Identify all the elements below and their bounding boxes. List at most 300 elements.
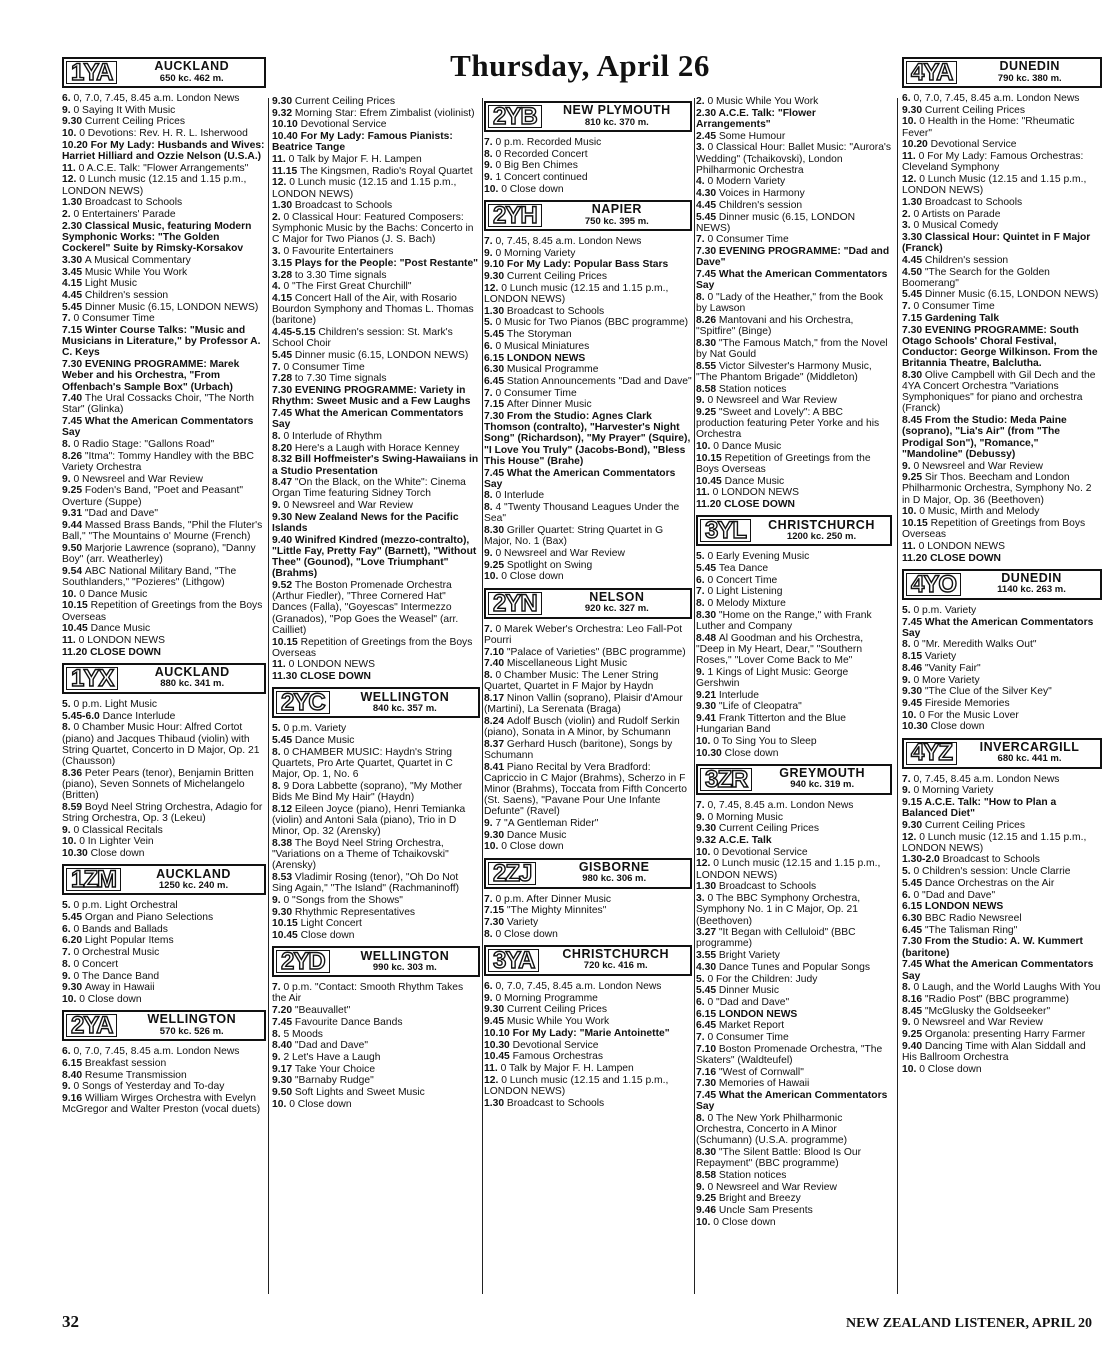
- program-entry: 9. 1 Kings of Light Music: George Gershwin: [696, 666, 849, 690]
- program-entry: 9.50 Marjorie Lawrence (soprano), "Danny Boy" (arr. Weatherley): [62, 542, 256, 566]
- station-name: DUNEDIN: [1001, 571, 1062, 586]
- program-entry: 3.30 Classical Hour: Quintet in F Major (Franck): [902, 231, 1091, 255]
- station-header-4yz: [902, 738, 1102, 769]
- program-entry: 1.30 Broadcast to Schools: [484, 1097, 605, 1109]
- station-name: DUNEDIN: [999, 59, 1060, 74]
- station-info: [332, 689, 478, 716]
- program-entry: 10.20 For My Lady: Husbands and Wives: Harriet Hilliard and Ozzie Nelson (U.S.A.): [62, 139, 265, 163]
- station-call-sign: 2YB: [488, 105, 542, 128]
- program-entry: 7.30 Variety: [484, 917, 539, 929]
- program-entry: 9. 1 Concert continued: [484, 172, 588, 184]
- program-entry: 6.45 Market Report: [696, 1020, 785, 1032]
- program-entry: 9.45 Fireside Memories: [902, 697, 1010, 709]
- station-call-sign: 2YD: [276, 950, 330, 973]
- station-call-sign: 3ZR: [700, 768, 752, 791]
- station-info: [119, 1012, 264, 1039]
- program-entry: 8.26 "Itma": Tommy Handley with the BBC Variety Orchestra: [62, 450, 254, 473]
- program-entry: 1.30-2.0 Broadcast to Schools: [902, 854, 1040, 866]
- program-entry: 5. 0 Children's session: Uncle Clarrie: [902, 866, 1071, 878]
- program-entry: 3.30 A Musical Commentary: [62, 254, 191, 266]
- program-entry: 6.30 Musical Programme: [484, 364, 599, 376]
- program-entry: 9.32 A.C.E. Talk: [696, 835, 772, 847]
- program-entry: 3.28 to 3.30 Time signals: [272, 269, 387, 281]
- program-entry: 8.30 Olive Campbell with Gil Dech and the 4YA Concert Orchestra "Variations Symphoniques" for piano and orchestra (Franck): [902, 369, 1096, 415]
- program-entry: 9.17 Take Your Choice: [272, 1063, 376, 1075]
- station-name: NELSON: [589, 589, 645, 604]
- station-header-3zr: [696, 764, 892, 795]
- program-entry: 5. 0 Music for Two Pianos (BBC programme): [484, 317, 689, 329]
- program-entry: 1.30 Broadcast to Schools: [272, 200, 393, 212]
- program-entry: 4.45 Children's session: [902, 254, 1009, 266]
- program-entry: 2. 0 Music While You Work: [696, 96, 819, 107]
- program-entry: 4.45 Children's session: [62, 289, 169, 301]
- column-divider: [897, 98, 898, 1294]
- station-call-sign: 4YO: [906, 573, 961, 596]
- program-entry: 8. 0 Recorded Concert: [484, 148, 588, 160]
- schedule-column-3: [484, 96, 692, 1109]
- program-entry: 10. 0 To Sing You to Sleep: [696, 736, 817, 748]
- program-entry: 5.45 Dinner Music: [696, 985, 779, 997]
- station-frequency: 1250 kc. 240 m.: [158, 879, 229, 891]
- program-entry: 7.45 What the American Commentators Say: [484, 467, 676, 490]
- station-name: NEW PLYMOUTH: [563, 103, 671, 118]
- station-info: [544, 103, 690, 130]
- program-entry: 7.30 Memories of Hawaii: [696, 1078, 810, 1090]
- program-entry: 7.20 "Beauvallet": [272, 1005, 351, 1017]
- program-entry: 9.30 Rhythmic Representatives: [272, 906, 416, 918]
- program-entry: 9.44 Massed Brass Bands, "Phil the Fluter's Ball," "The Mountains o' Mourne (French): [62, 520, 263, 543]
- station-frequency: 940 kc. 319 m.: [790, 779, 855, 791]
- program-entry: 6.45 Station Announcements "Dad and Dave": [484, 375, 692, 387]
- schedule-column-5: [902, 52, 1102, 1075]
- station-info: [753, 517, 890, 544]
- station-name: WELLINGTON: [147, 1012, 237, 1027]
- program-entry: 7. 0 Marek Weber's Orchestra: Leo Fall-Pot Pourri: [484, 623, 683, 646]
- program-entry: 8.30 "Home on the Range," with Frank Luther and Company: [696, 609, 872, 633]
- program-entry: 10. 0 Dance Music: [62, 588, 148, 600]
- program-entry: 7.45 What the American Commentators Say: [62, 416, 254, 439]
- program-entry: 9. 0 Newsreel and War Review: [902, 460, 1043, 472]
- program-entry: 6.15 Breakfast session: [62, 1057, 167, 1069]
- program-entry: 10.45 Close down: [272, 930, 355, 942]
- station-header-3ya: [484, 945, 692, 976]
- program-entry: 5.45 Dinner music (6.15, LONDON NEWS): [696, 211, 856, 234]
- program-entry: 7.30 EVENING PROGRAMME: Variety in Rhythm: Sweet Music and a Few Laughs: [272, 385, 471, 408]
- program-entry: 11.15 The Kingsmen, Radio's Royal Quartet: [272, 165, 473, 177]
- program-entry: 2.30 Classical Music, featuring Modern Symphonic Works: "The Golden Cockerel" Suite by Rimsky-Korsakov: [62, 220, 252, 255]
- program-entry: 12. 0 Lunch music (12.15 and 1.15 p.m., LONDON NEWS): [484, 1074, 669, 1097]
- program-entry: 9. 0 Classical Recitals: [62, 824, 163, 836]
- program-entry: 4.45 Children's session: [696, 199, 803, 211]
- program-entry: 5. 0 p.m. Variety: [902, 604, 977, 616]
- program-entry: 5. 0 p.m. Light Music: [62, 698, 158, 710]
- program-entry: 8.16 "Radio Post" (BBC programme): [902, 993, 1069, 1005]
- station-call-sign: 3YL: [700, 519, 751, 542]
- program-entry: 9.25 Spotlight on Swing: [484, 559, 593, 571]
- program-entry: 6. 0, 7.0, 7.45, 8.45 a.m. London News: [62, 93, 240, 104]
- program-entry: 9.32 Morning Star: Efrem Zimbalist (violinist): [272, 107, 475, 119]
- program-entry: 7.30 From the Studio: A. W. Kummert (baritone): [902, 936, 1083, 959]
- program-entry: 8.17 Ninon Vallin (soprano), Plaisir d'Amour (Martini), La Serenata (Braga): [484, 692, 683, 716]
- program-entry: 12. 0 Lunch music (12.15 and 1.15 p.m., LONDON NEWS): [484, 282, 669, 306]
- station-name: WELLINGTON: [360, 948, 450, 963]
- program-entry: 7.40 The Ural Cossacks Choir, "The North Star" (Glinka): [62, 393, 254, 416]
- program-entry: 6. 0, 7.0, 7.45, 8.45 a.m. London News: [902, 93, 1080, 104]
- station-call-sign: 1ZM: [66, 868, 121, 891]
- program-entry: 9.46 Uncle Sam Presents: [696, 1205, 813, 1217]
- program-entry: 10.10 For My Lady: "Marie Antoinette": [484, 1027, 670, 1039]
- station-header-1yx: [62, 663, 266, 694]
- station-name: WELLINGTON: [360, 689, 450, 704]
- station-name: AUCKLAND: [154, 665, 230, 680]
- program-entry: 3.15 Plays for the People: "Post Restante": [272, 257, 479, 269]
- program-entry: 9.50 Soft Lights and Sweet Music: [272, 1087, 425, 1099]
- program-entry: 1.30 Broadcast to Schools: [62, 197, 183, 209]
- program-entry: 6.15 LONDON NEWS: [696, 1008, 798, 1020]
- station-frequency: 680 kc. 441 m.: [997, 753, 1062, 765]
- program-entry: 9.30 Current Ceiling Prices: [902, 104, 1026, 116]
- program-entry: 11.20 CLOSE DOWN: [696, 499, 795, 511]
- program-entry: 7.10 "Palace of Varieties" (BBC programme): [484, 646, 686, 658]
- program-entry: 2.45 Some Humour: [696, 130, 786, 142]
- program-entry: 10. 0 Health in the Home: "Rheumatic Fever": [902, 116, 1075, 139]
- program-entry: 10.15 Repetition of Greetings from the Boys Overseas: [62, 600, 263, 623]
- station-header-4yo: [902, 569, 1102, 600]
- station-frequency: 1200 kc. 250 m.: [786, 530, 857, 542]
- program-entry: 5. 0 Early Evening Music: [696, 551, 810, 563]
- program-entry: 9.25 "Sweet and Lovely": A BBC production featuring Peter Yorke and his Orchestra: [696, 406, 880, 441]
- program-entry: 10.15 Light Concert: [272, 918, 362, 930]
- program-entry: 7.45 Favourite Dance Bands: [272, 1016, 403, 1028]
- program-entry: 7. 0 Consumer Time: [62, 313, 155, 325]
- program-entry: 11. 0 LONDON NEWS: [902, 540, 1006, 552]
- program-entry: 8.58 Station notices: [696, 1169, 787, 1181]
- program-entry: 6.15 LONDON NEWS: [902, 901, 1004, 913]
- station-info: [123, 866, 264, 893]
- station-header-4ya: [902, 57, 1102, 88]
- station-name: AUCKLAND: [156, 866, 231, 881]
- program-entry: 7.45 What the American Commentators Say: [902, 616, 1094, 639]
- station-info: [963, 571, 1100, 598]
- program-entry: 9.30 Current Ceiling Prices: [484, 271, 608, 283]
- program-entry: 9. 0 Newsreel and War Review: [696, 1181, 837, 1193]
- station-call-sign: 2ZJ: [488, 862, 536, 885]
- program-entry: 6.15 LONDON NEWS: [484, 352, 586, 364]
- column-divider: [482, 98, 483, 1294]
- station-info: [959, 740, 1100, 767]
- program-entry: 5.45 Dance Orchestras on the Air: [902, 877, 1055, 889]
- program-entry: 11. 0 For My Lady: Famous Orchestras: Cleveland Symphony: [902, 151, 1084, 174]
- station-info: [754, 766, 890, 793]
- program-entry: 10. 0 Music, Mirth and Melody: [902, 506, 1040, 518]
- program-entry: 2. 0 Entertainers' Parade: [62, 209, 176, 221]
- program-entry: 7. 0 p.m. Recorded Music: [484, 137, 602, 148]
- program-entry: 8.47 "On the Black, on the White": Cinema Organ Time featuring Sidney Torch: [272, 477, 466, 500]
- program-entry: 9. 0 Morning Variety: [902, 785, 994, 797]
- program-entry: 7. 0 p.m. After Dinner Music: [484, 893, 612, 905]
- station-name: GISBORNE: [578, 859, 650, 874]
- program-entry: 4.30 Dance Tunes and Popular Songs: [696, 961, 871, 973]
- program-entry: 10.30 Devotional Service: [484, 1039, 599, 1051]
- program-entry: 7. 0, 7.45, 8.45 a.m. London News: [902, 773, 1060, 785]
- program-entry: 8. 0 Laugh, and the World Laughs With You: [902, 982, 1101, 994]
- program-entry: 7.15 Winter Course Talks: "Music and Musicians in Literature," by Professor A. C. Keys: [62, 325, 261, 359]
- station-frequency: 750 kc. 395 m.: [584, 215, 649, 227]
- program-entry: 6. 0 "Dad and Dave": [902, 889, 996, 901]
- station-header-2zj: [484, 858, 692, 889]
- program-entry: 1.30 Broadcast to Schools: [696, 881, 817, 893]
- program-entry: 12. 0 Lunch music (12.15 and 1.15 p.m., LONDON NEWS): [62, 174, 247, 197]
- program-entry: 7.45 What the American Commentators Say: [272, 407, 464, 431]
- program-entry: 9.30 Current Ceiling Prices: [696, 823, 820, 835]
- program-entry: 6. 0 Musical Miniatures: [484, 340, 590, 352]
- program-entry: 9.21 Interlude: [696, 689, 759, 701]
- program-entry: 8. 0 CHAMBER MUSIC: Haydn's String Quartets, Pro Arte Quartet, Quartet in C Major, Op. 1, No. 6: [272, 746, 453, 781]
- program-entry: 10. 0 Close down: [484, 841, 564, 853]
- program-entry: 6. 0, 7.0, 7.45, 8.45 a.m. London News: [62, 1046, 240, 1058]
- program-entry: 12. 0 Lunch Music (12.15 and 1.15 p.m., LONDON NEWS): [902, 173, 1087, 197]
- program-entry: 9.16 William Wirges Orchestra with Evelyn McGregor and Walter Preston (vocal duets): [62, 1092, 261, 1116]
- program-entry: 9.30 Current Ceiling Prices: [272, 96, 396, 107]
- program-entry: 8. 0 Interlude: [484, 490, 545, 502]
- program-entry: 11. 0 LONDON NEWS: [696, 487, 800, 499]
- publication-line: NEW ZEALAND LISTENER, APRIL 20: [846, 1316, 1092, 1331]
- station-frequency: 840 kc. 357 m.: [372, 702, 437, 714]
- station-call-sign: 2YA: [66, 1014, 117, 1037]
- program-entry: 7.30 EVENING PROGRAMME: South Otago Schools' Choral Festival, Conductor: George Wilkinson. From the Britannia Theatre, Balclutha.: [902, 324, 1098, 370]
- program-entry: 8. 0 The New York Philharmonic Orchestra, Concerto in A Minor (Schumann) (U.S.A. programme): [696, 1112, 848, 1147]
- station-frequency: 720 kc. 416 m.: [583, 960, 648, 972]
- program-entry: 3.45 Music While You Work: [62, 266, 188, 278]
- program-entry: 8.41 Piano Recital by Vera Bradford: Capriccio in C Major (Brahms), Scherzo in F Minor (Brahms), Toccata from Fifth Concerto (St. Saens), "Pavane Pour Une Infante Defunte" (Ravel): [484, 761, 687, 818]
- program-entry: 11. 0 LONDON NEWS: [272, 659, 376, 671]
- program-entry: 11. 0 A.C.E. Talk: "Flower Arrangements": [62, 162, 249, 174]
- station-name: AUCKLAND: [154, 59, 230, 74]
- station-call-sign: 2YN: [488, 592, 542, 615]
- program-entry: 8. 0 Close down: [484, 928, 558, 940]
- program-entry: 8.40 Resume Transmission: [62, 1069, 187, 1081]
- program-entry: 12. 0 Lunch music (12.15 and 1.15 p.m., LONDON NEWS): [902, 831, 1087, 854]
- program-entry: 9.40 Dancing Time with Alan Siddall and His Ballroom Orchestra: [902, 1040, 1086, 1063]
- program-entry: 8.58 Station notices: [696, 383, 787, 395]
- station-frequency: 1140 kc. 263 m.: [997, 584, 1066, 596]
- station-info: [119, 59, 264, 86]
- program-entry: 10.30 Close down: [902, 721, 985, 733]
- program-entry: 8. 0 "Lady of the Heather," from the Book by Lawson: [696, 291, 884, 315]
- program-entry: 8.30 Griller Quartet: String Quartet in G Major, No. 1 (Bax): [484, 525, 664, 548]
- program-entry: 8. 9 Dora Labbette (soprano), "My Mother Bids Me Bind My Hair" (Haydn): [272, 780, 463, 804]
- program-entry: 1.30 Broadcast to Schools: [902, 196, 1023, 208]
- program-entry: 8.36 Peter Pears (tenor), Benjamin Britten (piano), Seven Sonnets of Michelangelo (Britten): [62, 767, 254, 802]
- station-header-1ya: [62, 57, 266, 88]
- program-entry: 11.20 CLOSE DOWN: [62, 646, 161, 658]
- station-call-sign: 1YX: [66, 667, 118, 690]
- program-entry: 3. 0 The BBC Symphony Orchestra, Symphony No. 1 in C Major, Op. 21 (Beethoven): [696, 893, 861, 927]
- station-header-2yd: [272, 946, 480, 977]
- program-entry: 8. 0 Radio Stage: "Gallons Road": [62, 439, 215, 451]
- program-entry: 7.45 What the American Commentators Say: [696, 269, 888, 292]
- program-entry: 7. 0 p.m. "Contact: Smooth Rhythm Takes the Air: [272, 982, 464, 1005]
- program-entry: 9.30 Away in Hawaii: [62, 982, 155, 994]
- program-entry: 7. 0 Consumer Time: [696, 234, 789, 246]
- program-entry: 9.30 Current Ceiling Prices: [902, 819, 1026, 831]
- program-entry: 8.37 Gerhard Husch (baritone), Songs by Schumann: [484, 738, 673, 761]
- station-name: CHRISTCHURCH: [562, 947, 670, 962]
- schedule-column-2: [272, 96, 480, 1110]
- station-header-3yl: [696, 515, 892, 546]
- program-entry: 7. 0 Consumer Time: [696, 1032, 789, 1044]
- program-entry: 7.15 After Dinner Music: [484, 399, 592, 411]
- program-entry: 9.30 "Barnaby Rudge": [272, 1075, 374, 1087]
- program-entry: 7.45 What the American Commentators Say: [902, 959, 1094, 982]
- station-info: [120, 665, 264, 692]
- program-entry: 10. 0 Close down: [62, 993, 142, 1005]
- station-header-2yc: [272, 687, 480, 718]
- program-entry: 9. 0 Newsreel and War Review: [484, 548, 625, 559]
- station-frequency: 920 kc. 327 m.: [584, 603, 649, 615]
- station-call-sign: 2YH: [488, 204, 542, 227]
- program-entry: 3. 0 Classical Hour: Ballet Music: "Aurora's Wedding" (Tchaikovski), London Philharmonic Orchestra: [696, 142, 892, 176]
- program-entry: 4. 0 Modern Variety: [696, 176, 786, 188]
- program-entry: 5.45 Dinner Music (6.15, LONDON NEWS): [902, 289, 1099, 301]
- station-info: [541, 947, 690, 974]
- program-entry: 9.40 Winifred Kindred (mezzo-contralto), "Little Fay, Pretty Fay" (Barnett), "Without Thee" (Gounod), "Love Triumphant" (Brahms): [272, 534, 477, 580]
- program-entry: 5. 0 For the Children: Judy: [696, 973, 818, 985]
- program-entry: 8.30 "The Silent Battle: Blood Is Our Repayment" (BBC programme): [696, 1147, 862, 1170]
- program-entry: 9. 0 Songs of Yesterday and To-day: [62, 1081, 225, 1093]
- program-entry: 10. 0 Devotions: Rev. H. R. L. Isherwood: [62, 128, 248, 140]
- program-entry: 7.30 EVENING PROGRAMME: "Dad and Dave": [696, 246, 890, 269]
- station-info: [538, 860, 690, 887]
- program-entry: 9. 0 Newsreel and War Review: [696, 395, 837, 407]
- program-entry: 9.30 "The Clue of the Silver Key": [902, 686, 1052, 698]
- program-entry: 6. 0, 7.0, 7.45, 8.45 a.m. London News: [484, 980, 662, 992]
- schedule-column-1: [62, 52, 266, 1116]
- station-header-2yn: [484, 588, 692, 619]
- program-entry: 8. 0 Chamber Music Hour: Alfred Cortot (piano) and Jacques Thibaud (violin) with String Quartet, Concerto in D Major, Op. 21 (Chausson): [62, 722, 260, 767]
- program-entry: 10.15 Repetition of Greetings from the Boys Overseas: [272, 636, 473, 659]
- program-entry: 4.15 Light Music: [62, 278, 137, 290]
- program-entry: 11. 0 LONDON NEWS: [62, 635, 166, 647]
- station-info: [544, 590, 690, 617]
- program-entry: 11.20 CLOSE DOWN: [902, 552, 1001, 564]
- program-entry: 9. 0 Newsreel and War Review: [62, 473, 203, 485]
- program-entry: 9.30 Current Ceiling Prices: [484, 1004, 608, 1016]
- program-entry: 7.40 Miscellaneous Light Music: [484, 658, 628, 670]
- program-entry: 6.30 BBC Radio Newsreel: [902, 913, 1022, 924]
- program-entry: 7. 0 Consumer Time: [272, 361, 365, 373]
- program-entry: 7.30 From the Studio: Agnes Clark Thomson (contralto), "Harvester's Night Song" (Richardson), "My Prayer" (Squire), "I Love You Truly" (Jacobs-Bond), "Bless This House" (Brahe): [484, 411, 691, 467]
- station-frequency: 980 kc. 306 m.: [582, 873, 647, 885]
- station-header-2ya: [62, 1010, 266, 1041]
- program-entry: 8. 0 "Mr. Meredith Walks Out": [902, 639, 1037, 651]
- program-entry: 7. 0 Consumer Time: [484, 387, 577, 399]
- program-entry: 10.45 Famous Orchestras: [484, 1051, 604, 1063]
- program-entry: 2.30 A.C.E. Talk: "Flower Arrangements": [696, 107, 816, 130]
- program-entry: 2. 0 Classical Hour: Featured Composers: Symphonic Music by the Bachs: Concerto in C Major for Two Pianos (J. S. Bach): [272, 212, 474, 246]
- program-entry: 10.15 Repetition of Greetings from the Boys Overseas: [696, 452, 871, 475]
- program-entry: 9.10 For My Lady: Popular Bass Stars: [484, 259, 669, 271]
- program-entry: 6. 0 Bands and Ballads: [62, 923, 168, 935]
- program-entry: 7. 0, 7.45, 8.45 a.m. London News: [484, 236, 642, 248]
- column-divider: [268, 98, 269, 1294]
- program-entry: 5.45 The Storyman: [484, 329, 572, 341]
- program-entry: 9.15 A.C.E. Talk: "How to Plan a Balanced Diet": [902, 796, 1057, 820]
- station-name: CHRISTCHURCH: [768, 517, 875, 532]
- station-call-sign: 4YA: [906, 61, 957, 84]
- program-entry: 9. 0 Big Ben Chimes: [484, 160, 578, 172]
- program-entry: 9.25 Organola: presenting Harry Farmer: [902, 1029, 1086, 1041]
- station-call-sign: 3YA: [488, 949, 539, 972]
- program-entry: 10.10 Devotional Service: [272, 119, 387, 131]
- station-call-sign: 4YZ: [906, 742, 957, 765]
- program-entry: 10. 0 Dance Music: [696, 441, 782, 453]
- program-entry: 7. 0 Orchestral Music: [62, 947, 160, 959]
- program-entry: 9. 7 "A Gentleman Rider": [484, 818, 599, 830]
- program-entry: 5. 0 p.m. Light Orchestral: [62, 900, 178, 912]
- program-entry: 8. 0 Chamber Music: The Lener String Quartet, Quartet in F Major by Haydn: [484, 669, 659, 693]
- program-entry: 8.45 From the Studio: Meda Paine (soprano), "Lia's Air" (from "The Prodigal Son"), "Romance," "Mandoline" (Debussy): [902, 415, 1067, 460]
- station-name: GREYMOUTH: [779, 766, 866, 781]
- program-entry: 9. 2 Let's Have a Laugh: [272, 1051, 381, 1063]
- column-divider: [694, 98, 695, 1294]
- station-frequency: 880 kc. 341 m.: [160, 678, 225, 690]
- station-info: [959, 59, 1100, 86]
- program-entry: 4.50 "The Search for the Golden Boomerang": [902, 266, 1050, 289]
- program-entry: 5.45 Dance Music: [272, 735, 355, 747]
- program-entry: 8.15 Variety: [902, 651, 957, 663]
- program-entry: 8. 5 Moods: [272, 1028, 323, 1040]
- program-entry: 8.24 Adolf Busch (violin) and Rudolf Serkin (piano), Sonata in A Minor, by Schumann: [484, 715, 680, 738]
- program-entry: 10.30 Close down: [62, 848, 145, 860]
- program-entry: 10. 0 Close down: [484, 571, 564, 583]
- program-entry: 3.27 "It Began with Celluloid" (BBC programme): [696, 927, 856, 950]
- program-entry: 10.15 Repetition of Greetings from Boys Overseas: [902, 518, 1086, 541]
- program-entry: 9.52 The Boston Promenade Orchestra (Arthur Fiedler), "Three Cornered Hat" Dances (Falla), "Goyescas" Intermezzo (Granados), "Pop Goes the Weasel" (arr. Cailliet): [272, 580, 459, 636]
- program-entry: 5.45 Dinner Music (6.15, LONDON NEWS): [62, 301, 259, 313]
- program-entry: 10. 0 In Lighter Vein: [62, 836, 154, 848]
- program-entry: 12. 0 Lunch music (12.15 and 1.15 p.m., LONDON NEWS): [696, 858, 881, 881]
- program-entry: 9. 0 The Dance Band: [62, 970, 160, 982]
- station-frequency: 810 kc. 370 m.: [584, 116, 649, 128]
- program-entry: 5. 0 p.m. Variety: [272, 723, 347, 735]
- program-entry: 2. 0 Artists on Parade: [902, 208, 1001, 220]
- program-entry: 6. 0 Concert Time: [696, 574, 778, 586]
- program-entry: 9.25 Bright and Breezy: [696, 1193, 801, 1205]
- program-entry: 8. 4 "Twenty Thousand Leagues Under the Sea": [484, 502, 680, 525]
- program-entry: 9. 0 More Variety: [902, 674, 980, 686]
- program-entry: 8.12 Eileen Joyce (piano), Henri Temianka (violin) and Antoni Sala (piano), Trio in D Minor, Op. 32 (Arensky): [272, 803, 466, 838]
- program-entry: 8.40 "Dad and Dave": [272, 1040, 369, 1052]
- schedule-column-4: [696, 96, 892, 1228]
- program-entry: 6. 0 "Dad and Dave": [696, 996, 790, 1008]
- program-entry: 10.20 Devotional Service: [902, 139, 1017, 151]
- station-info: [544, 202, 690, 229]
- program-entry: 4.45-5.15 Children's session: St. Mark's School Choir: [272, 327, 453, 350]
- program-entry: 9.25 Sir Thos. Beecham and London Philharmonic Orchestra, Symphony No. 2 in D Major, Op. 36 (Beethoven): [902, 472, 1092, 506]
- program-entry: 7. 0 Consumer Time: [902, 301, 995, 313]
- station-call-sign: 1YA: [66, 61, 117, 84]
- program-entry: 8.26 Mantovani and his Orchestra, "Spitfire" (Binge): [696, 314, 854, 338]
- program-entry: 7.15 Gardening Talk: [902, 312, 1000, 324]
- program-entry: 7.15 "The Mighty Minnites": [484, 905, 607, 917]
- program-entry: 10. 0 Close down: [902, 1063, 982, 1075]
- program-entry: 9. 0 Morning Variety: [484, 247, 576, 259]
- program-entry: 7. 0, 7.45, 8.45 a.m. London News: [696, 799, 854, 811]
- program-entry: 10.30 Close down: [696, 747, 779, 759]
- program-entry: 9.25 Foden's Band, "Poet and Peasant" Overture (Suppe): [62, 485, 244, 508]
- station-frequency: 990 kc. 303 m.: [372, 961, 437, 973]
